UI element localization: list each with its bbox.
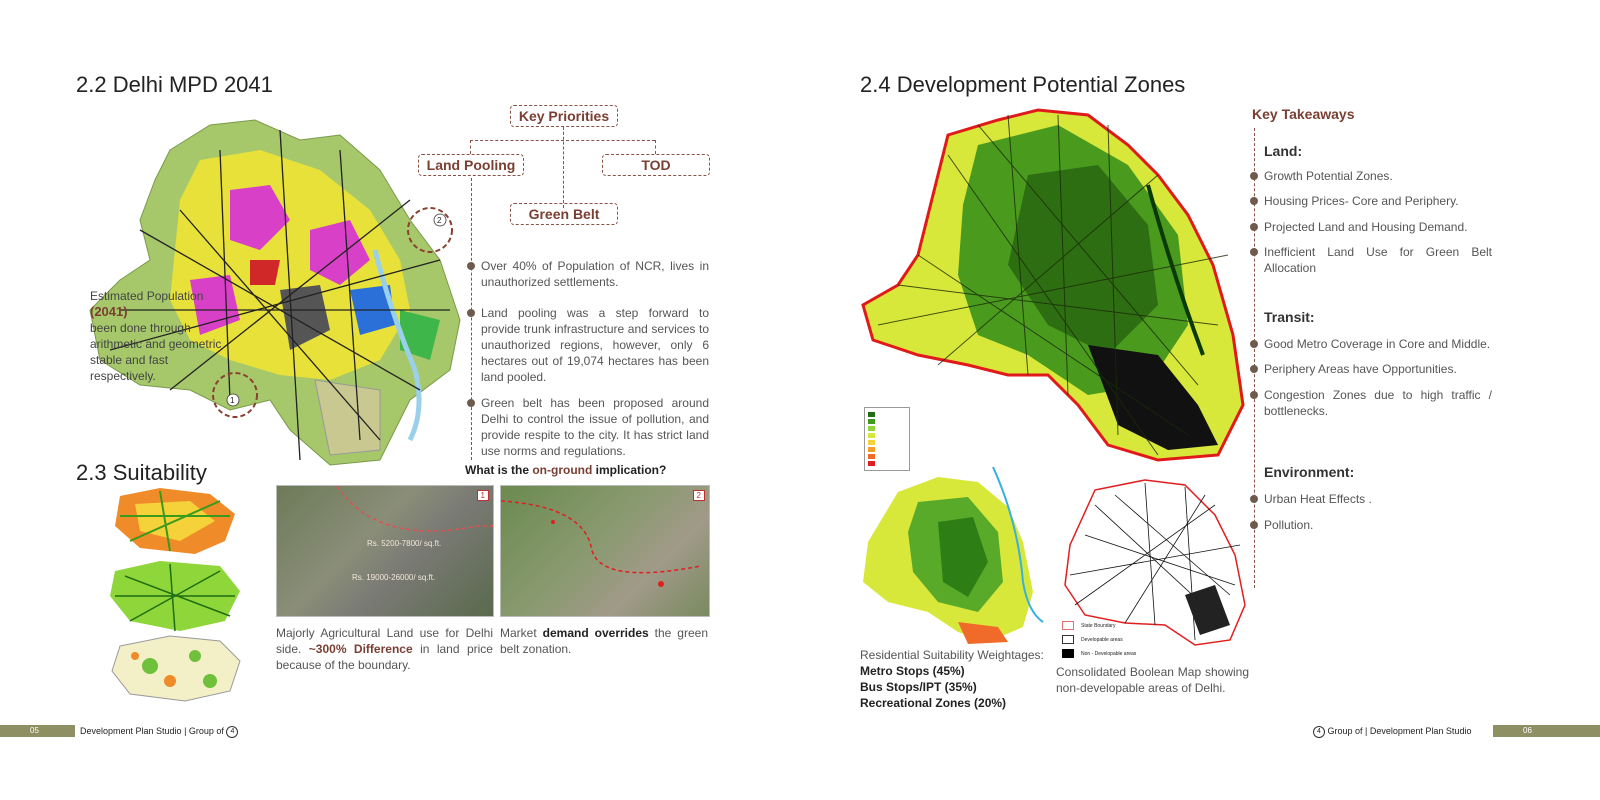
development-potential-map: [858, 105, 1248, 467]
on-ground-question: What is the on-ground implication?: [465, 463, 667, 477]
page-number-right: 06: [1523, 726, 1532, 735]
bullet-dot: [467, 309, 475, 317]
land-item: Housing Prices- Core and Periphery.: [1264, 194, 1459, 208]
bullet-dot: [467, 262, 475, 270]
page-number-left: 05: [30, 726, 39, 735]
group-number-badge: 4: [226, 726, 238, 738]
bullet-timeline: [471, 178, 472, 460]
transit-item: Periphery Areas have Opportunities.: [1264, 362, 1457, 376]
boolean-caption: Consolidated Boolean Map showing non-developable areas of Delhi.: [1056, 665, 1249, 695]
environment-item: Pollution.: [1264, 518, 1314, 532]
priority-connector-h: [470, 140, 655, 141]
caption-market-demand: Market demand overrides the green belt zonation.: [500, 626, 708, 656]
residential-caption-block: Residential Suitability Weightages: Metro Stops (45%) Bus Stops/IPT (35%) Recreational Zones (20%): [860, 648, 1044, 710]
caption-agricultural: Majorly Agricultural Land use for Delhi side. ~300% Difference in land price because of the boundary.: [276, 626, 493, 672]
tod-box: TOD: [602, 154, 710, 176]
map-marker-2: 2: [437, 216, 442, 225]
environment-item: Urban Heat Effects .: [1264, 492, 1372, 506]
price-label-a: Rs. 5200-7800/ sq.ft.: [367, 539, 442, 548]
land-item: Projected Land and Housing Demand.: [1264, 220, 1468, 234]
bullet-green-belt: Green belt has been proposed around Delhi to control the issue of pollution, and provide respite to the city. It has strict land use norms and regulations.: [481, 396, 709, 458]
transit-item: Congestion Zones due to high traffic / bottlenecks.: [1264, 388, 1492, 418]
footer-right: 4 Group of | Development Plan Studio: [1313, 724, 1471, 738]
developable-swatch: [1062, 635, 1074, 644]
bullet-unauthorized: Over 40% of Population of NCR, lives in unauthorized settlements.: [481, 259, 709, 289]
photo-tag-2: 2: [693, 490, 705, 501]
suitability-maps: [100, 486, 245, 708]
land-item: Growth Potential Zones.: [1264, 169, 1393, 183]
section-title-suitability: 2.3 Suitability: [76, 460, 207, 485]
key-takeaways-heading: Key Takeaways: [1252, 106, 1355, 122]
photo-tag-1: 1: [477, 490, 489, 501]
footer-left: Development Plan Studio | Group of 4: [80, 724, 238, 738]
footer-bar-right: [1493, 725, 1600, 737]
group-number-badge: 4: [1313, 726, 1325, 738]
land-pooling-box: Land Pooling: [418, 154, 524, 176]
residential-suitability-map: [858, 462, 1048, 647]
satellite-photo-1: [276, 485, 494, 617]
transit-item: Good Metro Coverage in Core and Middle.: [1264, 337, 1491, 351]
environment-heading: Environment:: [1264, 464, 1355, 480]
map-marker-1: 1: [230, 396, 235, 405]
transit-heading: Transit:: [1264, 309, 1315, 325]
boolean-legend: State Boundary Developable areas Non - Developable areas: [1062, 619, 1136, 661]
satellite-photo-2: [500, 485, 710, 617]
green-belt-box: Green Belt: [510, 203, 618, 225]
price-label-b: Rs. 19000-26000/ sq.ft.: [352, 573, 436, 582]
land-heading: Land:: [1264, 143, 1303, 159]
land-item: Inefficient Land Use for Green Belt Allocation: [1264, 245, 1492, 275]
state-boundary-swatch: [1062, 621, 1074, 630]
section-title-development-potential: 2.4 Development Potential Zones: [860, 72, 1186, 97]
section-title-mpd-2041: 2.2 Delhi MPD 2041: [76, 72, 273, 97]
population-overlay-text: Estimated Population (2041) been done through arithmetic and geometric stable and fast respectively.: [90, 289, 222, 383]
bullet-land-pooling: Land pooling was a step forward to provide trunk infrastructure and services to unauthorized regions, however, only 6 hectares out of 19,074 hectares has been land pooled.: [481, 306, 709, 384]
non-developable-swatch: [1062, 649, 1074, 658]
key-priorities-box: Key Priorities: [510, 105, 618, 127]
bullet-dot: [467, 399, 475, 407]
